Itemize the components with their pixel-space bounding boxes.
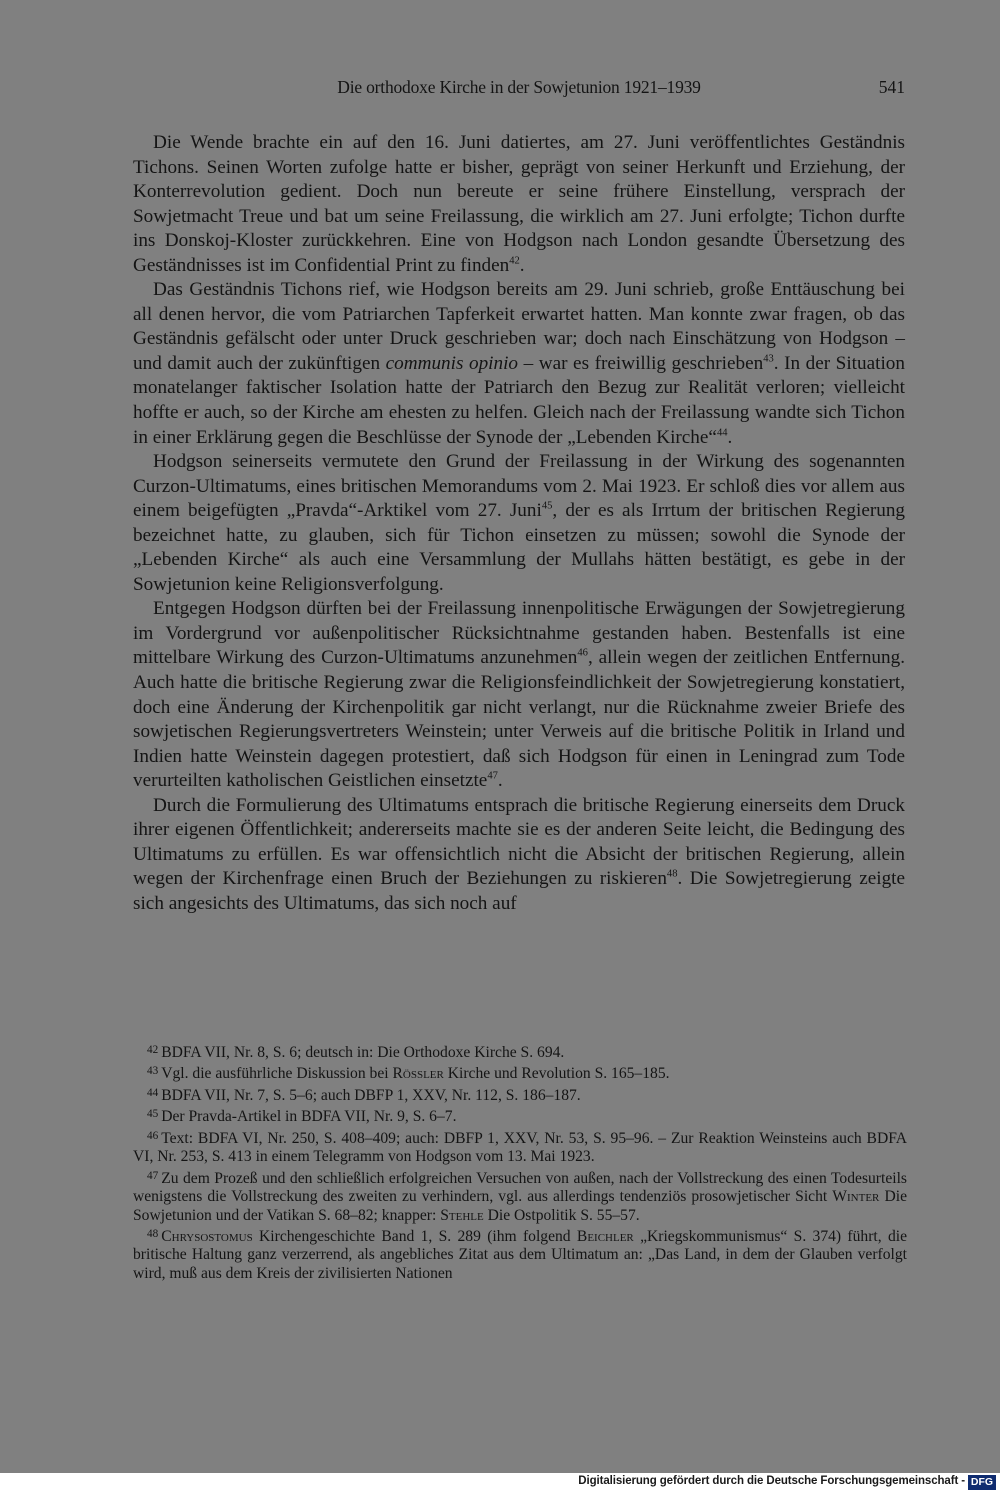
text-run: BDFA VII, Nr. 7, S. 5–6; auch DBFP 1, XXV, Nr. 112, S. 186–187. xyxy=(161,1086,581,1104)
text-run: Die Wende brachte ein auf den 16. Juni datiertes, am 27. Juni veröffentlichtes Geständnis Tichons. Seinen Worten zufolge hatte er bisher, geprägt von seiner Herkunft und Erziehung, der Konterrevolution gedient. Doch nun bereute er seine frühere Einstellung, versprach der Sowjetmacht Treue und bat um seine Freilassung, die wirklich am 27. Juni erfolgte; Tichon durfte ins Donskoj-Kloster zurückkehren. Eine von Hodgson nach London gesandte Übersetzung des Geständnisses ist im Confidential Print zu finden xyxy=(133,132,905,276)
text-run: Kirchengeschichte Band 1, S. 289 (ihm folgend xyxy=(252,1227,577,1245)
footnote-ref[interactable]: 46 xyxy=(577,648,588,660)
footnote xyxy=(133,1167,907,1225)
text-run: „Kriegskommunismus“ S. 374) führt, die britische Haltung ganz verzerrend, als angebliches Zitat aus dem Ultimatum an: „Das Land, in dem der Glauben verfolgt wird, muß aus dem Kreis der zivilisierten Nationen xyxy=(133,1227,907,1282)
author-name: Stehle xyxy=(440,1206,484,1224)
paragraph xyxy=(133,131,905,278)
footnote-ref[interactable]: 45 xyxy=(541,500,553,512)
footnote-number: 43 xyxy=(147,1065,159,1078)
text-run: . In der Situation monatelanger faktischer Isolation hatte der Patriarch den Bezug zur Realität verloren; vielleicht hoffte er auch, so der Kirche am ehesten zu helfen. Gleich nach der Freilassung wandte sich Tichon in einer Erklärung gegen die Beschlüsse der Synode der „Lebenden Kirche“ xyxy=(133,352,905,448)
text-run: Entgegen Hodgson dürften bei der Freilassung innenpolitische Erwägungen der Sowjetregierung im Vordergrund vor außenpolitischer Rücksichtnahme gestanden haben. Bestenfalls ist eine mittelbare Wirkung des Curzon-Ultimatums anzunehmen xyxy=(133,598,905,669)
footnotes xyxy=(133,1041,907,1283)
text-run: . xyxy=(497,770,503,792)
text-run: Durch die Formulierung des Ultimatums entsprach die britische Regierung einerseits dem Druck ihrer eigenen Öffentlichkeit; andererseits machte sie es der anderen Seite leicht, die Bedingung des Ultimatums zu erfüllen. Es war offensichtlich nicht die Absicht der britischen Regierung, allein wegen der Kirchenfrage einen Bruch der Beziehungen zu riskieren xyxy=(133,794,905,890)
footnote xyxy=(133,1041,907,1062)
page-number: 541 xyxy=(878,77,905,97)
author-name: Rössler xyxy=(392,1065,444,1083)
text-run: Die Sowjetunion und der Vatikan S. 68–82; knapper: xyxy=(133,1188,907,1224)
body-text xyxy=(133,131,905,917)
paragraph xyxy=(133,278,905,450)
author-name: Chrysostomus xyxy=(161,1227,253,1245)
text-run: Zu dem Prozeß und den schließlich erfolgreichen Versuchen von außen, nach der Vollstreckung des einen Todesurteils wenigstens die Vollstreckung des zweiten zu verhindern, vgl. aus allerdings tendenziös prosowjetischer Sicht xyxy=(133,1169,907,1206)
running-title: Die orthodoxe Kirche in der Sowjetunion 1921–1939 xyxy=(337,77,701,97)
footnote-number: 44 xyxy=(147,1086,159,1099)
footnote-number: 46 xyxy=(147,1129,159,1142)
footnote-number: 47 xyxy=(147,1169,159,1182)
text-run: Kirche und Revolution S. 165–185. xyxy=(443,1065,670,1083)
running-head xyxy=(133,77,905,101)
footnote xyxy=(133,1062,907,1083)
text-run: Hodgson seinerseits vermutete den Grund der Freilassung in der Wirkung des sogenannten Curzon-Ultimatums, eines britischen Memorandums vom 2. Mai 1923. Er schloß dies vor allem aus einem beigefügten „Pravda“-Arktikel vom 27. Juni xyxy=(133,451,905,522)
footnote xyxy=(133,1105,907,1126)
author-name: Winter xyxy=(832,1188,880,1206)
footnote-ref[interactable]: 44 xyxy=(716,427,728,439)
text-run: Die Ostpolitik S. 55–57. xyxy=(483,1206,640,1224)
footnote-ref[interactable]: 43 xyxy=(763,353,774,365)
text-run: Vgl. die ausführliche Diskussion bei xyxy=(161,1065,393,1083)
italic-text: communis opinio xyxy=(385,352,519,374)
text-run: – war es freiwillig geschrieben xyxy=(518,352,764,374)
funding-credit: Digitalisierung gefördert durch die Deutsche Forschungsgemeinschaft - xyxy=(578,1475,965,1487)
footnote xyxy=(133,1225,907,1283)
paragraph xyxy=(133,794,905,917)
footnote-number: 42 xyxy=(147,1044,159,1056)
text-run: Der Pravda-Artikel in BDFA VII, Nr. 9, S. 6–7. xyxy=(161,1108,457,1126)
paragraph xyxy=(133,450,905,597)
footnote xyxy=(133,1084,907,1105)
text-run: , allein wegen der zeitlichen Entfernung. Auch hatte die britische Regierung zwar die Religionsfeindlichkeit der Sowjetregierung konstatiert, doch eine Änderung der Kirchenpolitik gar nicht verlangt, nur die Rücknahme zweier Briefe des sowjetischen Regierungsvertreters Weinstein; unter Verweis auf die britische Politik in Irland und Indien hatte Weinstein dagegen protestiert, daß sich Hodgson für einen in Leningrad zum Tode verurteilten katholischen Geistlichen einsetzte xyxy=(133,647,905,792)
paragraph xyxy=(133,597,905,793)
text-run: Das Geständnis Tichons rief, wie Hodgson bereits am 29. Juni schrieb, große Enttäuschung bei all denen hervor, die vom Patriarchen Tapferkeit erwartet hatten. Man konnte zwar fragen, ob das Geständnis gefälscht oder unter Druck geschrieben war; doch nach Einschätzung von Hodgson – und damit auch der zukünftigen xyxy=(133,279,905,374)
footnote xyxy=(133,1127,907,1167)
text-run: . Die Sowjetregierung zeigte sich angesichts des Ultimatums, das sich noch auf xyxy=(133,868,906,914)
author-name: Beichler xyxy=(576,1227,634,1245)
footnote-ref[interactable]: 48 xyxy=(666,869,678,881)
footnote-number: 48 xyxy=(147,1228,159,1241)
text-run: . xyxy=(727,426,733,448)
digitization-footer xyxy=(0,1473,1000,1493)
footnote-ref[interactable]: 47 xyxy=(487,770,498,782)
text-run: Text: BDFA VI, Nr. 250, S. 408–409; auch: DBFP 1, XXV, Nr. 53, S. 95–96. – Zur Reaktion Weinsteins auch BDFA VI, Nr. 253, S. 413 in einem Telegramm von Hodgson vom 13. Mai 1923. xyxy=(133,1129,907,1166)
text-run: , der es als Irrtum der britischen Regierung bezeichnet hatte, zu glauben, sich für Tichon einsetzen zu müssen; sowohl die Synode der „Lebenden Kirche“ als auch eine Versammlung der Mullahs hätten bestätigt, es gebe in der Sowjetunion keine Religionsverfolgung. xyxy=(133,500,906,595)
footnote-number: 45 xyxy=(147,1108,159,1121)
dfg-logo: DFG xyxy=(968,1475,996,1490)
footnote-ref[interactable]: 42 xyxy=(509,255,520,267)
text-run: . xyxy=(519,254,525,276)
text-run: BDFA VII, Nr. 8, S. 6; deutsch in: Die Orthodoxe Kirche S. 694. xyxy=(161,1043,565,1061)
